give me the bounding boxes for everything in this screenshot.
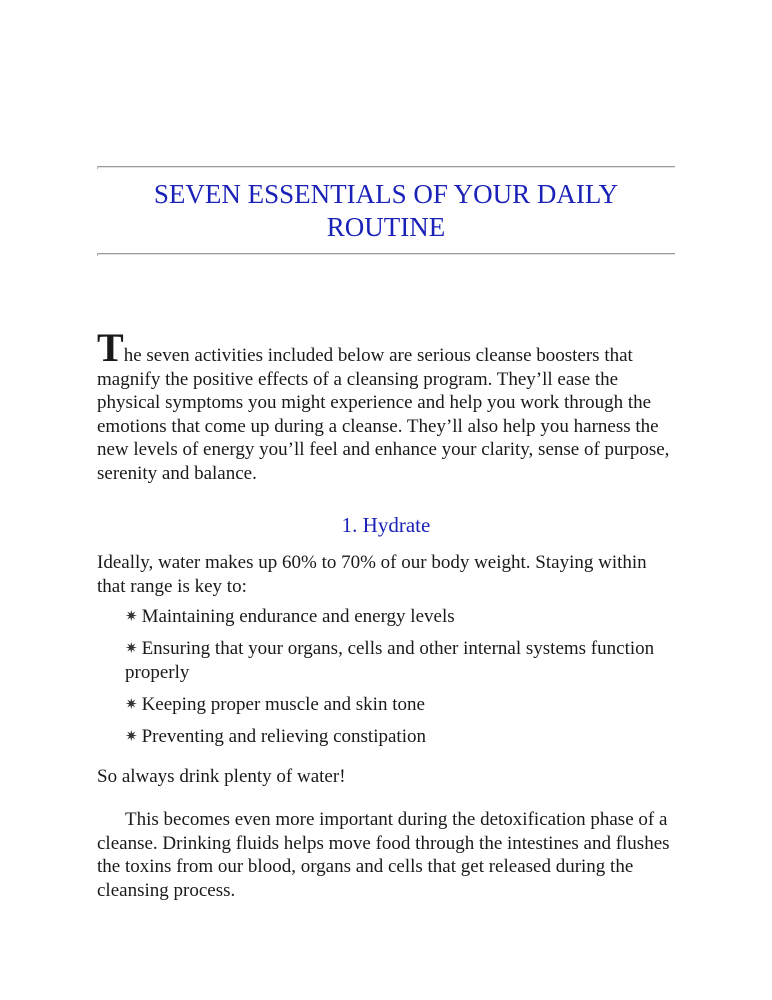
list-item-text: Ensuring that your organs, cells and other internal systems function properly (125, 638, 655, 683)
intro-text: he seven activities included below are serious cleanse boosters that magnify the positive effects of a cleansing program. They’ll ease the physical symptoms you might experience and help you work through the emotions that come up during a cleanse. They’ll also help you harness the new levels of energy you’ll feel and enhance your clarity, sense of purpose, serenity and balance. (97, 345, 670, 484)
star-bullet-icon: ✷ (125, 639, 138, 657)
drop-cap: T (97, 325, 124, 370)
star-bullet-icon: ✷ (125, 694, 138, 713)
list-item-text: Maintaining endurance and energy levels (141, 606, 455, 627)
list-item (125, 725, 665, 749)
chapter-title: SEVEN ESSENTIALS OF YOUR DAILY ROUTINE (153, 179, 619, 242)
star-bullet-icon: ✷ (125, 607, 138, 625)
top-horizontal-rule (97, 166, 675, 168)
intro-paragraph (97, 325, 675, 485)
list-item (125, 693, 665, 717)
benefits-list (125, 605, 665, 757)
list-item (125, 605, 665, 629)
list-item (125, 637, 665, 684)
paragraph-detox: This becomes even more important during the detoxification phase of a cleanse. Drinking fluids helps move food through the intestines and flushes the toxins from our blood, organs and cells that get released during the cleansing process. (97, 809, 670, 901)
bottom-horizontal-rule (97, 253, 675, 255)
paragraph-water-weight: Ideally, water makes up 60% to 70% of our body weight. Staying within that range is key to: (97, 552, 647, 597)
paragraph-drink-water: So always drink plenty of water! (97, 766, 346, 787)
star-bullet-icon: ✷ (125, 726, 138, 745)
list-item-text: Keeping proper muscle and skin tone (141, 693, 425, 715)
list-item-text: Preventing and relieving constipation (141, 725, 426, 747)
section-heading: 1. Hydrate (341, 513, 431, 537)
